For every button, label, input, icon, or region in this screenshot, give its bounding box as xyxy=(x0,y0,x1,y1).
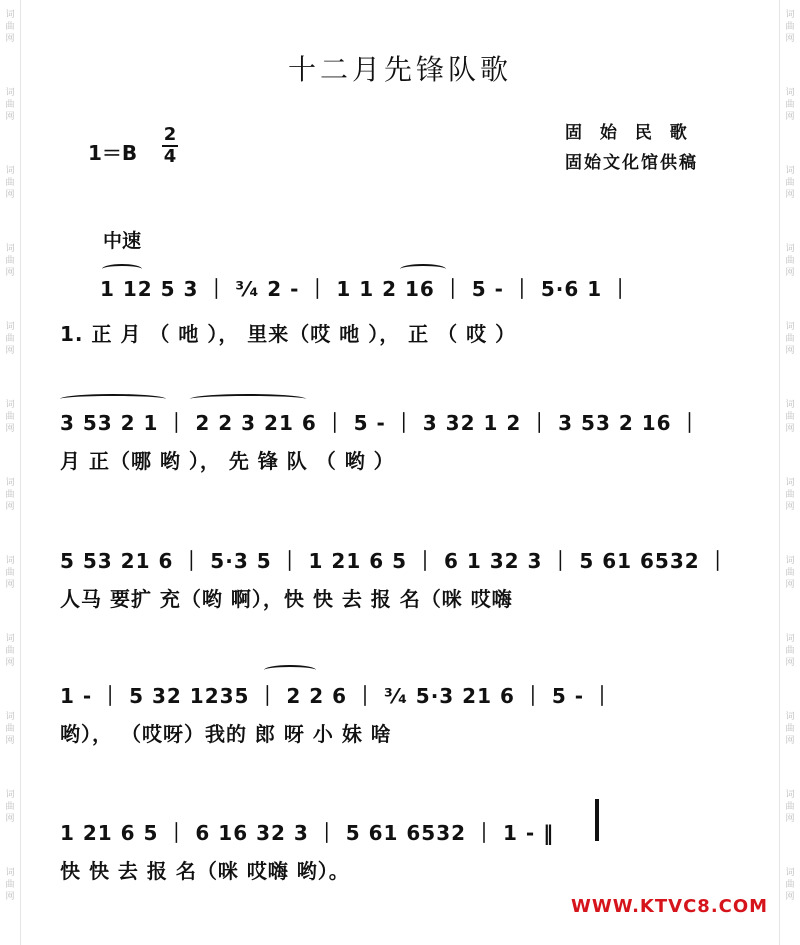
notation-row-4: 1 - ｜ 5 32 1235 ｜ 2 2 6 ｜ ³⁄₄ 5·3 21 6 ｜ 5 - ｜ xyxy=(60,684,613,708)
notation-row-5: 1 21 6 5 ｜ 6 16 32 3 ｜ 5 61 6532 ｜ 1 - ‖ xyxy=(60,821,555,845)
watermark-char: 词 xyxy=(785,478,795,488)
left-watermark-strip xyxy=(0,0,21,945)
meter-top: 2 xyxy=(163,124,177,145)
watermark-char: 词 xyxy=(5,10,15,20)
tempo-marking: 中速 xyxy=(103,230,142,252)
watermark-char: 网 xyxy=(5,658,15,668)
watermark-char: 网 xyxy=(5,268,15,278)
notation-row-3: 5 53 21 6 ｜ 5·3 5 ｜ 1 21 6 5 ｜ 6 1 32 3 ｜ 5 61 6532 ｜ xyxy=(60,549,729,573)
watermark-char: 网 xyxy=(785,346,795,356)
lyric-row-2: 月 正（哪 哟 ）， 先 锋 队 （ 哟 ） xyxy=(60,449,395,473)
watermark-char: 曲 xyxy=(5,802,15,812)
lyric-row-4: 哟）， （哎呀）我的 郎 呀 小 妹 啥 xyxy=(60,722,392,746)
watermark-char: 曲 xyxy=(5,412,15,422)
watermark-char: 曲 xyxy=(785,490,795,500)
watermark-char: 词 xyxy=(785,868,795,878)
meter-bottom: 4 xyxy=(163,146,177,167)
watermark-char: 网 xyxy=(785,424,795,434)
source-origin: 固 始 民 歌 xyxy=(565,123,693,143)
notation-row-1: 1 12 5 3 ｜ ³⁄₄ 2 - ｜ 1 1 2 16 ｜ 5 - ｜ 5·6 1 ｜ xyxy=(100,277,632,301)
watermark-char: 网 xyxy=(785,658,795,668)
watermark-char: 曲 xyxy=(5,568,15,578)
lyric-row-3: 人马 要扩 充（哟 啊），快 快 去 报 名（咪 哎嗨 xyxy=(60,587,513,611)
source-provider: 固始文化馆供稿 xyxy=(565,153,698,173)
watermark-char: 词 xyxy=(785,634,795,644)
lyric-row-1: 1. 正 月 （ 吔 ）， 里来（哎 吔 ）， 正 （ 哎 ） xyxy=(60,322,517,346)
watermark-char: 曲 xyxy=(5,178,15,188)
final-barline xyxy=(595,799,599,841)
watermark-char: 曲 xyxy=(5,646,15,656)
watermark-char: 网 xyxy=(5,346,15,356)
watermark-char: 词 xyxy=(5,400,15,410)
watermark-char: 曲 xyxy=(5,490,15,500)
watermark-char: 网 xyxy=(785,814,795,824)
watermark-char: 词 xyxy=(785,88,795,98)
site-watermark: WWW.KTVC8.COM xyxy=(571,896,769,917)
watermark-char: 词 xyxy=(785,166,795,176)
watermark-char: 词 xyxy=(5,478,15,488)
watermark-char: 网 xyxy=(785,892,795,902)
right-watermark-strip xyxy=(779,0,800,945)
watermark-char: 网 xyxy=(785,190,795,200)
watermark-char: 词 xyxy=(785,10,795,20)
song-title: 十二月先锋队歌 xyxy=(287,53,512,86)
watermark-char: 曲 xyxy=(785,880,795,890)
watermark-char: 词 xyxy=(5,868,15,878)
slur-mark xyxy=(400,264,446,274)
watermark-char: 曲 xyxy=(5,100,15,110)
watermark-char: 词 xyxy=(785,400,795,410)
watermark-char: 词 xyxy=(785,244,795,254)
watermark-char: 网 xyxy=(785,736,795,746)
watermark-char: 曲 xyxy=(785,256,795,266)
time-signature xyxy=(162,126,178,166)
watermark-char: 词 xyxy=(785,556,795,566)
watermark-char: 曲 xyxy=(5,880,15,890)
watermark-char: 词 xyxy=(5,88,15,98)
watermark-char: 网 xyxy=(5,502,15,512)
watermark-char: 网 xyxy=(5,424,15,434)
watermark-char: 网 xyxy=(5,580,15,590)
watermark-char: 曲 xyxy=(785,412,795,422)
watermark-char: 词 xyxy=(5,634,15,644)
watermark-char: 曲 xyxy=(785,724,795,734)
watermark-char: 曲 xyxy=(785,178,795,188)
watermark-char: 网 xyxy=(785,580,795,590)
watermark-char: 曲 xyxy=(5,256,15,266)
watermark-char: 曲 xyxy=(5,724,15,734)
watermark-char: 曲 xyxy=(785,22,795,32)
watermark-char: 曲 xyxy=(785,100,795,110)
watermark-char: 词 xyxy=(5,244,15,254)
watermark-char: 曲 xyxy=(5,22,15,32)
watermark-char: 网 xyxy=(5,190,15,200)
watermark-char: 词 xyxy=(5,712,15,722)
watermark-char: 网 xyxy=(785,112,795,122)
slur-mark xyxy=(264,665,316,675)
notation-row-2: 3 53 2 1 ｜ 2 2 3 21 6 ｜ 5 - ｜ 3 32 1 2 ｜ 3 53 2 16 ｜ xyxy=(60,411,701,435)
watermark-char: 曲 xyxy=(785,334,795,344)
watermark-char: 曲 xyxy=(785,802,795,812)
watermark-char: 网 xyxy=(5,112,15,122)
watermark-char: 网 xyxy=(785,502,795,512)
watermark-char: 网 xyxy=(785,34,795,44)
watermark-char: 曲 xyxy=(785,568,795,578)
watermark-char: 网 xyxy=(5,34,15,44)
watermark-char: 词 xyxy=(5,556,15,566)
watermark-char: 网 xyxy=(5,892,15,902)
watermark-char: 词 xyxy=(5,790,15,800)
watermark-char: 词 xyxy=(5,166,15,176)
key-signature: 1＝B xyxy=(88,141,138,165)
watermark-char: 词 xyxy=(785,322,795,332)
watermark-char: 曲 xyxy=(5,334,15,344)
watermark-char: 网 xyxy=(5,736,15,746)
watermark-char: 曲 xyxy=(785,646,795,656)
slur-mark xyxy=(190,394,306,404)
lyric-row-5: 快 快 去 报 名（咪 哎嗨 哟）。 xyxy=(60,859,350,883)
watermark-char: 词 xyxy=(785,712,795,722)
watermark-char: 词 xyxy=(5,322,15,332)
slur-mark xyxy=(102,264,142,274)
watermark-char: 词 xyxy=(785,790,795,800)
slur-mark xyxy=(60,394,166,404)
watermark-char: 网 xyxy=(785,268,795,278)
watermark-char: 网 xyxy=(5,814,15,824)
